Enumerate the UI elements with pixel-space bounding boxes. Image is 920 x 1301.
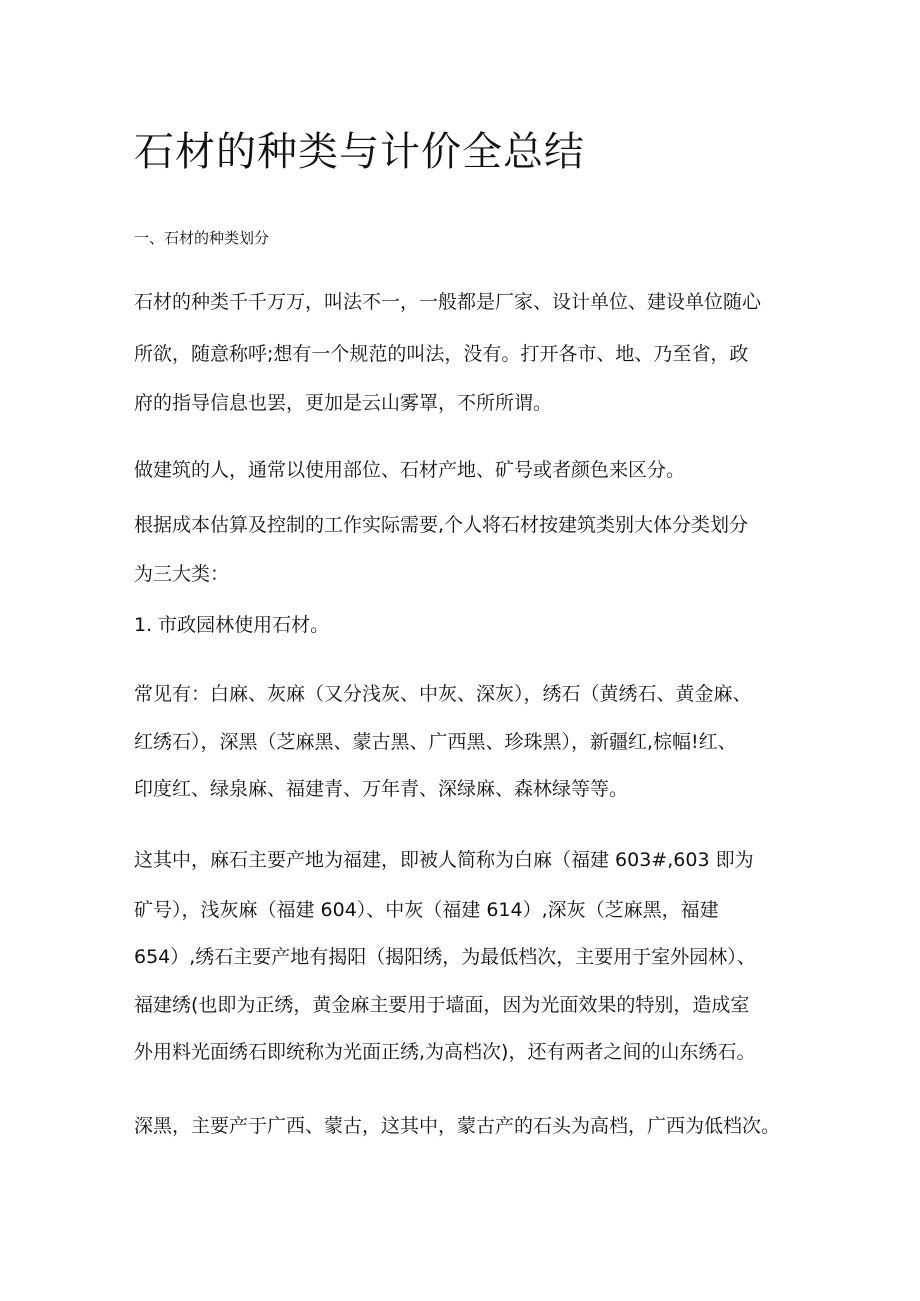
section-heading: 一、石材的种类划分 [134, 229, 270, 247]
text-line: 红绣石），深黑（芝麻黑、蒙古黑、广西黑、珍珠黑），新疆红,棕幅!红、 [134, 731, 737, 753]
text-line: 根据成本估算及控制的工作实际需要,个人将石材按建筑类别大体分类划分 [134, 514, 749, 536]
text-line: 所欲，随意称呼;想有一个规范的叫法，没有。打开各市、地、乃至省，政 [134, 343, 749, 365]
text-line: 常见有：白麻、灰麻（又分浅灰、中灰、深灰），绣石（黄绣石、黄金麻、 [134, 683, 752, 705]
text-line: 做建筑的人，通常以使用部位、石材产地、矿号或者颜色来区分。 [134, 459, 686, 481]
text-line: 府的指导信息也罢，更加是云山雾罩，不所所谓。 [134, 392, 553, 414]
text-line: 石材的种类千千万万，叫法不一，一般都是厂家、设计单位、建设单位随心 [134, 291, 762, 313]
text-line: 印度红、绿泉麻、福建青、万年青、深绿麻、森林绿等等。 [134, 778, 629, 800]
text-line: 外用料光面绣石即统称为光面正绣,为高档次)，还有两者之间的山东绣石。 [134, 1041, 756, 1063]
text-line: 矿号），浅灰麻（福建 604）、中灰（福建 614）,深灰（芝麻黑，福建 [134, 899, 719, 921]
text-line: 深黑，主要产于广西、蒙古，这其中，蒙古产的石头为高档，广西为低档次。 [134, 1115, 781, 1137]
document-title: 石材的种类与计价全总结 [134, 129, 585, 175]
text-line: 654）,绣石主要产地有揭阳（揭阳绣，为最低档次，主要用于室外园林）、 [134, 946, 756, 968]
text-line: 这其中，麻石主要产地为福建，即被人简称为白麻（福建 603#,603 即为 [134, 849, 754, 871]
text-line: 福建绣(也即为正绣，黄金麻主要用于墙面，因为光面效果的特别，造成室 [134, 994, 750, 1016]
text-line: 为三大类： [134, 563, 230, 585]
text-line: 1. 市政园林使用石材。 [134, 614, 330, 636]
